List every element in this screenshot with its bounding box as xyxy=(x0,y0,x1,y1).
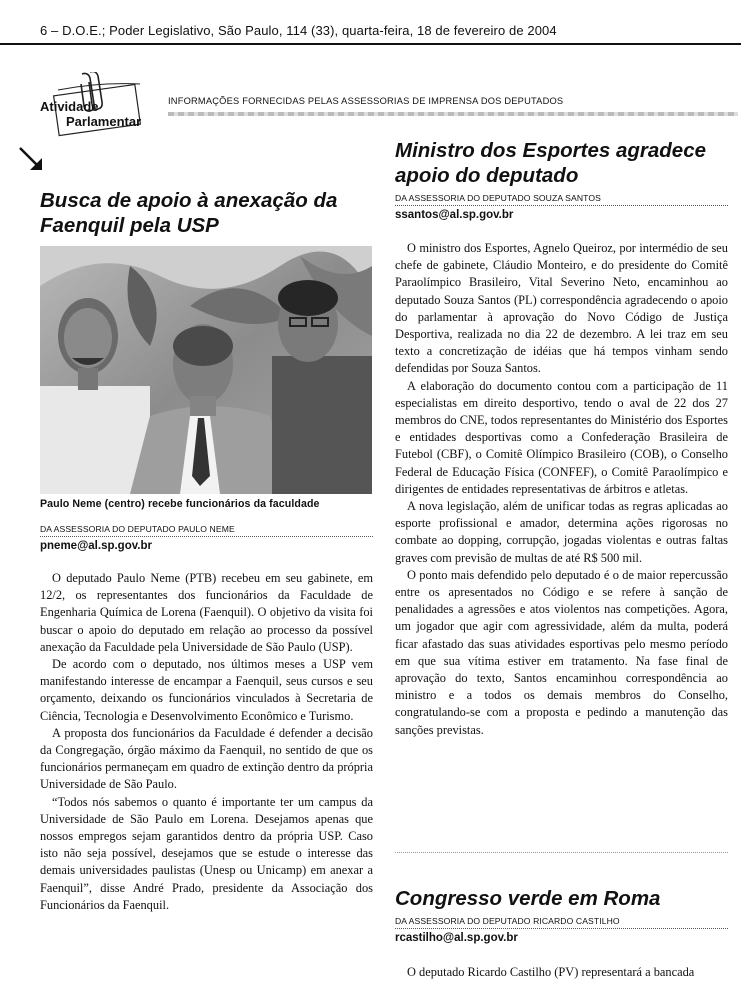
section-info: INFORMAÇÕES FORNECIDAS PELAS ASSESSORIAS DE IMPRENSA DOS DEPUTADOS xyxy=(168,96,564,106)
right-article-body xyxy=(395,240,728,739)
article-separator xyxy=(395,852,728,854)
paragraph: A nova legislação, além de unificar todas as regras aplicadas ao esporte profissional e amador, determina ações rigorosas no combate ao dopping, corrupção, jogadas violentas e outras faltas graves com previsão de multas de até R$ 500 mil. xyxy=(395,499,728,565)
left-article-email[interactable]: pneme@al.sp.gov.br xyxy=(40,540,152,552)
bottom-article-byline: DA ASSESSORIA DO DEPUTADO RICARDO CASTILHO xyxy=(395,916,728,929)
paragraph: “Todos nós sabemos o quanto é importante ter um campus da Universidade de São Paulo em Lorena. Desejamos apenas que nossos empregos sejam garantidos dentro da própria USP. Caso isto não seja possível, desejamos que se estude o interesse das demais universidades paulistas (Unesp ou Unicamp) em anexar a Faenquil”, disse André Prado, presidente da Associação dos Funcionários da Faenquil. xyxy=(40,794,373,912)
bottom-article-body xyxy=(395,964,728,981)
paragraph: O deputado Ricardo Castilho (PV) representará a bancada xyxy=(407,965,695,979)
header-rule xyxy=(0,43,741,45)
left-article-byline: DA ASSESSORIA DO DEPUTADO PAULO NEME xyxy=(40,524,373,537)
section-logo xyxy=(30,72,165,152)
right-article-byline: DA ASSESSORIA DO DEPUTADO SOUZA SANTOS xyxy=(395,193,728,206)
article-photo xyxy=(40,246,372,494)
paragraph: A proposta dos funcionários da Faculdade é defender a decisão da Congregação, órgão máximo da Faenquil, no sentido de que os funcionários permaneçam em quadro de extinção dentro da própria Universidade de São Paulo. xyxy=(40,725,373,792)
photo-caption: Paulo Neme (centro) recebe funcionários da faculdade xyxy=(40,498,320,510)
paragraph: O ministro dos Esportes, Agnelo Queiroz, por intermédio de seu chefe de gabinete, Cláudio Monteiro, e do presidente do Comitê Paraolímpico Brasileiro, Vital Severino Neto, encaminhou ao deputado Souza Santos (PL) correspondência agradecendo o apoio do parlamentar à aprovação do Novo Código de Justiça Desportiva, realizada no dia 22 de dezembro. A lei traz em seu texto a concretização de idéias que há tempos vinham sendo defendidas por Souza Santos. xyxy=(395,241,728,376)
page-header: 6 – D.O.E.; Poder Legislativo, São Paulo, 114 (33), quarta-feira, 18 de fevereiro de 2004 xyxy=(40,23,557,38)
paragraph: O deputado Paulo Neme (PTB) recebeu em seu gabinete, em 12/2, os representantes dos funcionários da Faculdade de Engenharia Química de Lorena (Faenquil). O objetivo da visita foi buscar o apoio do deputado em relação ao processo da possível anexação da Faculdade pela Universidade de São Paulo (USP). xyxy=(40,571,373,654)
section-label-line2: Parlamentar xyxy=(66,114,142,129)
paragraph: O ponto mais defendido pelo deputado é o de maior repercussão entre os apresentados no Código e se refere à sanção de penalidades a agressões e atos violentos nas competições. Agora, um jogador que agir com agressividade, além da multa, poderá ficar afastado das suas atividades esportivas pelo mesmo período em que sua vítima estiver em tratamento. Na fase final de aprovação do texto, Santos encaminhou correspondência ao ministro e a todos os demais membros do Conselho, congratulando-se com a proposta e pedindo a manutenção das sanções previstas. xyxy=(395,567,728,737)
section-info-rule xyxy=(168,112,738,116)
section-label-line1: Atividade xyxy=(40,99,99,114)
bottom-article-email[interactable]: rcastilho@al.sp.gov.br xyxy=(395,932,518,944)
left-article-title: Busca de apoio à anexação da Faenquil pela USP xyxy=(40,189,338,237)
paragraph: A elaboração do documento contou com a participação de 11 especialistas em direito desportivo, tendo o aval de 22 dos 27 membros do CNE, todos representantes do Ministério dos Esportes e entidades desportivas como a Confederação Brasileira de Futebol (CBF), o Comitê Olímpico Brasileiro (COB), o Conselho Federal de Educação Física (CONFEF), o Comitê Paraolímpico e dirigentes de entidades representativas de árbitros e atletas. xyxy=(395,378,728,496)
photo-image xyxy=(40,246,372,494)
arrow-down-right-icon xyxy=(18,146,48,176)
left-article-body xyxy=(40,570,373,914)
paragraph: De acordo com o deputado, nos últimos meses a USP vem manifestando interesse de encampar a Faenquil, seus cursos e seu orçamento, deixando os funcionários vinculados à Secretaria de Ciência, Tecnologia e Desenvolvimento Econômico e Turismo. xyxy=(40,657,373,723)
bottom-article-title: Congresso verde em Roma xyxy=(395,887,661,910)
right-article-email[interactable]: ssantos@al.sp.gov.br xyxy=(395,209,514,221)
right-article-title: Ministro dos Esportes agradece apoio do deputado xyxy=(395,139,707,187)
